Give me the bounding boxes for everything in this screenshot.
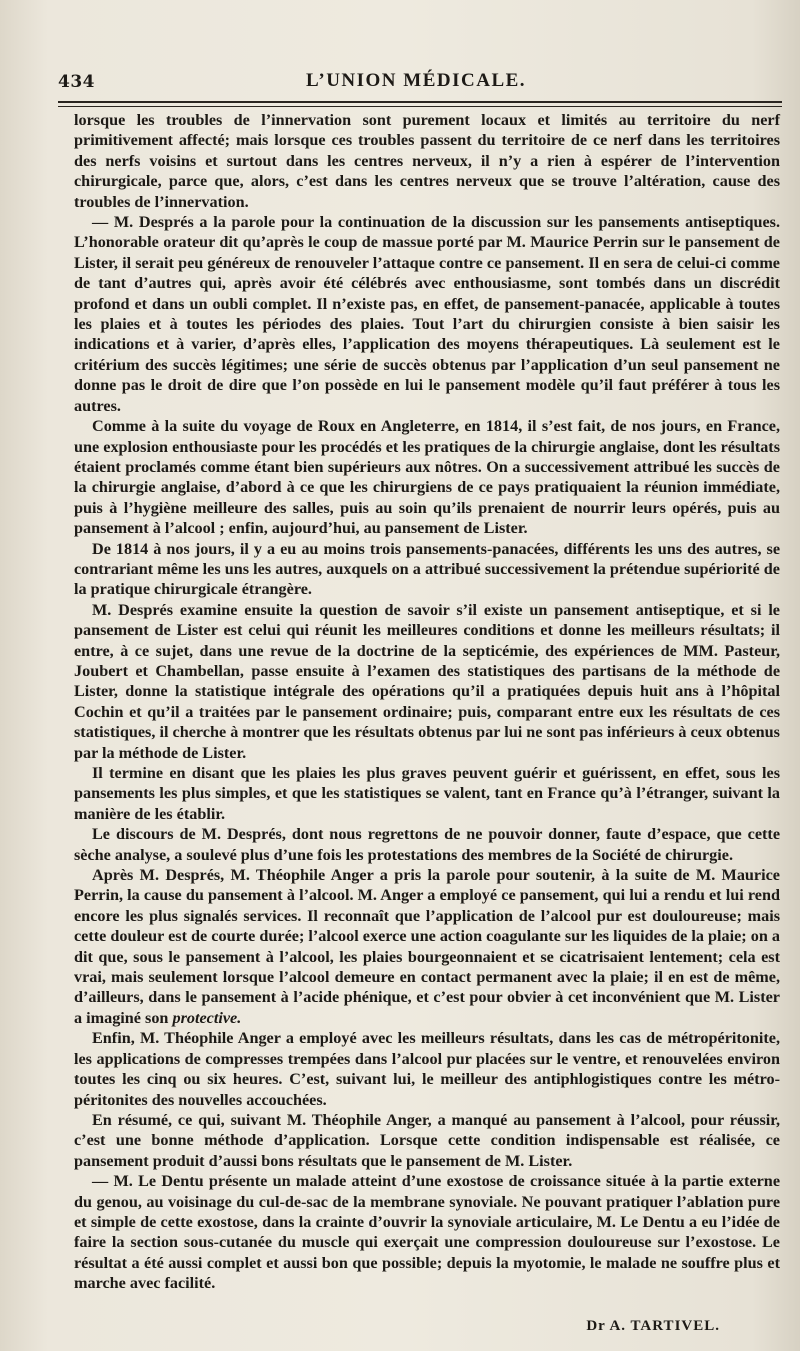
author-signature: Dr A. TARTIVEL. xyxy=(586,1318,720,1334)
page-header xyxy=(58,58,774,98)
paragraph-text: Après M. Després, M. Théophile Anger a pris la parole pour soutenir, à la suite de M. Maurice Perrin, la cause du pansement à l’alcool. M. Anger a employé ce pansement, qui lui a rendu et lui rend encore les plus signalés services. Il reconnaît que l’application de l’alcool pur est douloureuse; mais cette douleur est de courte durée; l’alcool exerce une action coagulante sur les liquides de la plaie; on a dit que, sous le pansement à l’alcool, les plaies bourgeonnaient et se cicatrisaient lentement; cela est vrai, mais seulement lorsque l’alcool demeure en contact permanent avec la plaie; il en est de même, d’ailleurs, dans le pansement à l’acide phénique, et c’est pour obvier à cet inconvénient que M. Lister a imaginé son xyxy=(74,866,780,1027)
italic-word: protective. xyxy=(172,1008,242,1027)
header-rule-thin xyxy=(58,106,782,107)
header-rule xyxy=(58,101,782,103)
paragraph: M. Després examine ensuite la question de savoir s’il existe un pansement antiseptique, et si le pansement de Lister est celui qui réunit les meilleures conditions et donne les meilleurs résultats; il entre, à ce sujet, dans une revue de la doctrine de la septicémie, des expériences de MM. Pasteur, Joubert et Chambellan, passe ensuite à l’examen des statistiques des partisans de la méthode de Lister, donne la statistique intégrale des opérations qu’il a pratiquées depuis huit ans à l’hôpital Cochin et qu’il a traitées par le pansement ordinaire; puis, comparant entre eux les résultats de ces statistiques, il cherche à montrer que les résultats obtenus par lui ne sont pas inférieurs à ceux obtenus par la méthode de Lister. xyxy=(74,600,780,762)
paragraph: Comme à la suite du voyage de Roux en Angleterre, en 1814, il s’est fait, de nos jours, en France, une explosion enthousiaste pour les procédés et les pratiques de la chirurgie anglaise, dont les résultats étaient proclamés comme étant bien supérieurs aux nôtres. On a successivement attribué les succès de la chirurgie anglaise, d’abord à ce que les chirurgiens de ce pays pratiquaient la réunion immédiate, puis à l’hygiène meilleure des salles, puis au soin qu’ils prenaient de nourrir leurs opérés, puis au pansement à l’alcool ; enfin, aujourd’hui, au pansement de Lister. xyxy=(74,417,780,538)
paragraph: Le discours de M. Després, dont nous regrettons de ne pouvoir donner, faute d’espace, que cette sèche analyse, a soulevé plus d’une fois les protestations des membres de la Société de chirurgie. xyxy=(74,825,780,864)
running-title: L’UNION MÉDICALE. xyxy=(305,70,527,91)
paragraph: De 1814 à nos jours, il y a eu au moins trois pansements-panacées, différents les uns des autres, se contrariant même les uns les autres, auxquels on a attribué successivement la prétendue supériorité de la pratique chirurgicale étrangère. xyxy=(74,539,780,599)
paragraph: En résumé, ce qui, suivant M. Théophile Anger, a manqué au pansement à l’alcool, pour réussir, c’est une bonne méthode d’application. Lorsque cette condition indispensable est réalisée, ce pansement produit d’aussi bons résultats que le pansement de M. Lister. xyxy=(74,1110,780,1170)
article-body xyxy=(74,110,780,1294)
paragraph: lorsque les troubles de l’innervation sont purement locaux et limités au territoire du nerf primitivement affecté; mais lorsque ces troubles passent du territoire de ce nerf dans les territoires des nerfs voisins et surtout dans les centres nerveux, il n’y a rien à espérer de l’intervention chirurgicale, parce que, alors, c’est dans les centres nerveux que se trouve l’altération, cause des troubles de l’innervation. xyxy=(74,111,780,211)
paragraph-with-italic xyxy=(74,865,780,1028)
paragraph: Enfin, M. Théophile Anger a employé avec les meilleurs résultats, dans les cas de métropéritonite, les applications de compresses trempées dans l’alcool pur placées sur le ventre, et renouvelées environ toutes les cinq ou six heures. C’est, suivant lui, le meilleur des antiphlogistiques contre les métro-péritonites des nouvelles accouchées. xyxy=(74,1029,780,1109)
paragraph: — M. Després a la parole pour la continuation de la discussion sur les pansements antiseptiques. L’honorable orateur dit qu’après le coup de massue porté par M. Maurice Perrin sur le pansement de Lister, il serait peu généreux de renouveler l’attaque contre ce pansement. Il en sera de celui-ci comme de tant d’autres qui, après avoir été célébrés avec enthousiasme, sont tombés dans un discrédit profond et dans un oubli complet. Il n’existe pas, en effet, de pansement-panacée, applicable à toutes les plaies et à toutes les périodes des plaies. Tout l’art du chirurgien consiste à bien saisir les indications et à varier, d’après elles, l’application des moyens thérapeutiques. Là seulement est le critérium des succès légitimes; une série de succès obtenus par l’application d’un seul pansement ne donne pas le droit de dire que l’on possède en lui le pansement modèle qu’il faut préférer à tous les autres. xyxy=(74,213,780,415)
paragraph: — M. Le Dentu présente un malade atteint d’une exostose de croissance située à la partie externe du genou, au voisinage du cul-de-sac de la membrane synoviale. Ne pouvant pratiquer l’ablation pure et simple de cette exostose, dans la crainte d’ouvrir la synoviale articulaire, M. Le Dentu a eu l’idée de faire la section sous-cutanée du muscle qui exerçait une compression douloureuse sur l’exostose. Le résultat a été aussi complet et aussi bon que possible; depuis la myotomie, le malade ne souffre plus et marche avec facilité. xyxy=(74,1172,780,1293)
page-number: 434 xyxy=(58,72,95,92)
paragraph: Il termine en disant que les plaies les plus graves peuvent guérir et guérissent, en effet, sous les pansements les plus simples, et que les statistiques se valent, tant en France qu’à l’étranger, suivant la manière de les établir. xyxy=(74,764,780,823)
